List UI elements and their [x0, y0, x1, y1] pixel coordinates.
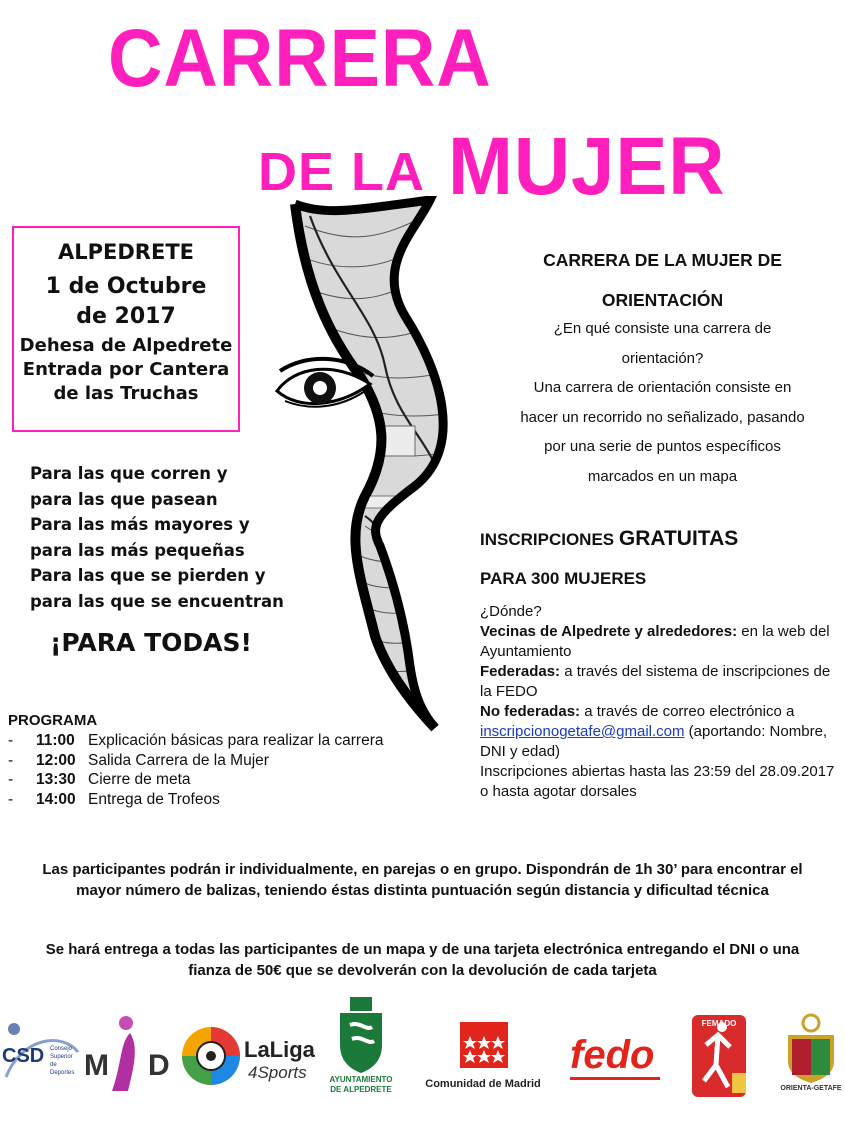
- slogan: ¡PARA TODAS!: [50, 628, 252, 657]
- event-info-box: [12, 226, 240, 432]
- orienta-getafe-logo: ORIENTA-GETAFE: [780, 1013, 842, 1098]
- email-link[interactable]: inscripcionogetafe@gmail.com: [480, 723, 685, 740]
- comunidad-de-madrid-logo: Comunidad de Madrid: [408, 1020, 558, 1100]
- orientation-description: ¿En qué consiste una carrera de orientación? Una carrera de orientación consiste en hacer un recorrido no señalizado, pasando por una serie de puntos específicos marcados en un mapa: [520, 320, 805, 485]
- orientation-heading: CARRERA DE LA MUJER DE ORIENTACIÓN: [543, 250, 782, 310]
- program-section: [8, 712, 398, 809]
- registration-details: ¿Dónde? Vecinas de Alpedrete y alrededores: en la web del Ayuntamiento Federadas: a través del sistema de inscripciones de la FEDO No federadas: a través de correo electrónico a inscripcionogetafe@gmail.com (aportando: Nombre, DNI y edad) Inscripciones abiertas hasta las 23:59 del 28.09.2017 o hasta agotar dorsales: [480, 603, 835, 800]
- event-date: 1 de Octubre de 2017: [45, 274, 207, 329]
- title-line2-de-la: DE LA: [258, 142, 425, 202]
- registration-limit: PARA 300 MUJERES: [480, 569, 647, 588]
- program-item: - 13:30 Cierre de meta: [8, 771, 191, 788]
- ayuntamiento-alpedrete-logo: AYUNTAMIENTO DE ALPEDRETE: [322, 995, 400, 1105]
- eye-icon: [277, 359, 373, 407]
- event-location: Dehesa de Alpedrete Entrada por Cantera de las Truchas: [19, 335, 233, 404]
- myd-logo: M D: [82, 1013, 174, 1093]
- fedo-logo: fedo: [570, 1033, 685, 1083]
- title-line2-mujer: MUJER: [448, 121, 726, 212]
- poem: Para las que corren y para las que pasean Para las más mayores y para las más pequeñas Para las que se pierden y para las que se encuentran: [30, 464, 284, 611]
- csd-logo: CSD Consejo Superior de Deportes: [2, 1017, 80, 1087]
- title-line1: CARRERA: [108, 13, 492, 104]
- registration-heading: INSCRIPCIONES GRATUITAS: [480, 527, 739, 550]
- event-place: ALPEDRETE: [58, 240, 194, 264]
- sponsor-logos: [0, 995, 845, 1125]
- program-item: - 12:00 Salida Carrera de la Mujer: [8, 751, 269, 769]
- deposit-paragraph: Se hará entrega a todas las participantes de un mapa y de una tarjeta electrónica entregando el DNI o una fianza de 50€ que se devolverán con la devolución de cada tarjeta: [45, 941, 800, 979]
- participation-paragraph: Las participantes podrán ir individualmente, en parejas o en grupo. Dispondrán de 1h 30’ para encontrar el mayor número de balizas, teniendo éstas distinta puntuación según distancia y dificultad técnica: [42, 861, 803, 899]
- laliga-4sports-logo: LaLiga 4Sports: [180, 1025, 320, 1095]
- program-item: - 11:00 Explicación básicas para realizar la carrera: [8, 732, 384, 749]
- femado-logo: FEMADO: [688, 995, 750, 1100]
- program-heading: PROGRAMA: [8, 712, 98, 729]
- program-item: - 14:00 Entrega de Trofeos: [8, 790, 220, 808]
